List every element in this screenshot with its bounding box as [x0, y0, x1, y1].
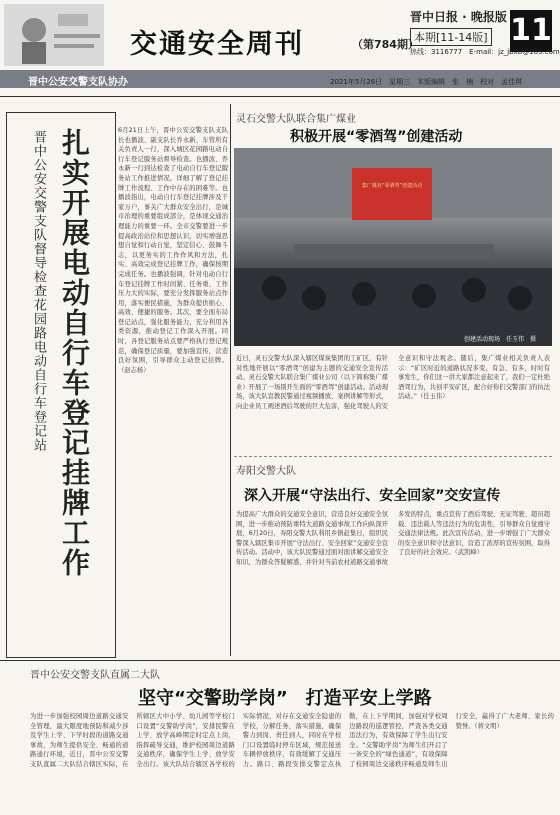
- issue-number: （第784期）: [352, 38, 419, 51]
- masthead-photo: [4, 4, 104, 66]
- story-b-body: 为提高广大群众的交通安全意识，营造良好交通安全氛围，进一步推动预防重特大道路交通事故工作向纵深开展，6月20日，寿阳交警大队利用乡镇赶集日，组织民警深入辖区集市开展“守法出行、安全回家”交通安全宣传活动。活动中，该大队民警通过面对面讲解交通安全知识，为群众答疑解惑，并针对当前农村道路交通事故多发的特点，重点宣传了酒后驾驶、无证驾驶、超员超载、违法载人等违法行为的危害性，引导群众自觉遵守交通法律法规。此次宣传活动，进一步增强了广大群众的安全意识和守法意识，营造了浓厚的宣传氛围，取得了良好的社会效应。（武凯峰）: [236, 511, 550, 566]
- masthead-title: 交通安全周刊: [130, 29, 304, 60]
- left-story-body: 6月21日上午，晋中公安交警支队支队长也播波、副支队长乔永新、车管所有关负责人一行，深入城区花园路电动自行车登记服务站督导检查。也播波、乔永新一行到达检查了电动自行车登记服务站工作推进情况，详细了解了登记挂牌工作流程、工作中存在的困难等。也播波指出，电动自行车登记挂牌涉及千家万户，事关广大群众安全出行，是城市治理的重要组成部分，是体现交通治理能力的重要一环。全市交警要进一步提高政治站位和思想认识，切实增强思想自觉和行动自觉，坚定信心、鼓舞斗志，以更务实的工作作风和方法，扎实、高效完成登记挂牌工作，确保按期完成任务。也播波强调，针对电动自行车登记挂牌工作时间紧、任务重、工作压力大的实际，要充分发挥服务站点作用，落实便民措施，为群众提供贴心、高效、便捷的服务。其次，要全面布局登记站点，强化服务能力，充分利用各类资源，推动登记工作深入开展。同时，各登记服务站点要严格执行登记规范，确保登记质量，要加强宣传，营造良好氛围，引导群众主动登记挂牌。（赵志杨）: [118, 127, 228, 374]
- issue-range: 本期[11-14版]: [410, 28, 492, 46]
- story-a-headline: 积极开展“零酒驾”创建活动: [290, 129, 463, 145]
- contact-line: 热线：3116777 E-mail：jz_jbxb@163.com: [410, 48, 560, 56]
- story-b-tag: 寿阳交警大队: [236, 466, 296, 477]
- date-editor-line: 2021年5月26日 星期三 本版编辑 张 楠 校对 孟佳琪: [330, 78, 523, 86]
- story-c-body: 为进一步加强校园周边道路交通安全管理，最大限度地预防和减少涉及学生上学、下学时段的道路交通事故，为师生提供安全、畅通的道路通行环境，近日，晋中公安交警支队直属二大队结合辖区实际，在所辖区大中小学、幼儿园等学校门口设置“交警助学岗”，安排民警在上学、放学高峰期定时定点上岗，指挥疏导交通，维护校园周边道路交通秩序，确保学生上学、放学安全出行。该大队结合辖区各学校的实际情况，对存在交通安全隐患的学校，分解任务，落实措施，确保警力到岗、责任到人，同时在学校门口设置临时停车区域，规范接送车辆停放秩序，有效缓解了交通压力。路口、路段安排交警定点执勤，在上下学期间，加强对学校周边路段的巡逻管控，严查各类交通违法行为，有效保障了学生出行安全。“交警助学岗”为师生们开启了一条安全的“绿色通道”，有效保障了校园周边交通秩序畅通及师生出行安全，赢得了广大老师、家长的赞誉。（蒋文明）: [30, 713, 554, 768]
- screen-text: 集广煤业“零酒驾”创建活动: [361, 183, 423, 189]
- left-story-title: 扎实开展电动自行车登记挂牌工作: [58, 128, 91, 578]
- traffic-police-logo-icon: [4, 4, 104, 66]
- paper-name: 晋中日报 · 晚报版: [410, 10, 507, 24]
- column-divider: [230, 104, 231, 656]
- story-c-headline: 坚守“交警助学岗” 打造平安上学路: [138, 688, 432, 709]
- story-a-photo: [234, 148, 552, 346]
- story-c-tag: 晋中公安交警支队直属二大队: [30, 670, 160, 681]
- sponsor-banner-text: 晋中公安交警支队协办: [28, 77, 128, 88]
- bottom-section-rule: [0, 660, 560, 661]
- presentation-screen: [352, 168, 432, 220]
- left-story-subtitle: 晋中公安交警支队督导检查花园路电动自行车登记站: [31, 130, 46, 452]
- page-number: 11: [510, 10, 552, 52]
- header-rule: [0, 96, 560, 97]
- story-a-body: 近日，灵石交警大队深入辖区煤炭集团的工矿区，有针对性地开展以“零酒驾”创建为主题的交通安全宣传活动。灵石交警大队联合集广煤业公司（以下简称集广煤业）开展了一场别开生面的“零酒驾”创建活动。活动现场，该大队宣教民警通过视频播放、案例讲解等形式，向企业员工阐述酒后驾驶的巨大危害，强化驾驶人的安全意识和守法观念。随后，集广煤业相关负责人表示：“矿区时近的道路状况多变，有急、有多，时时有事发生，你们这一讲大家都注意起来了，我们一定杜绝酒驾行为，共创平安矿区，配合好你们交警部门的执法活动。”（任玉伟）: [236, 355, 550, 410]
- story-a-divider: [234, 456, 552, 457]
- story-a-tag: 灵石交警大队联合集广煤业: [236, 114, 356, 125]
- story-b-headline: 深入开展“守法出行、安全回家”交安宣传: [244, 488, 501, 504]
- photo-caption: 创建活动现场 任玉伟 摄: [464, 336, 537, 343]
